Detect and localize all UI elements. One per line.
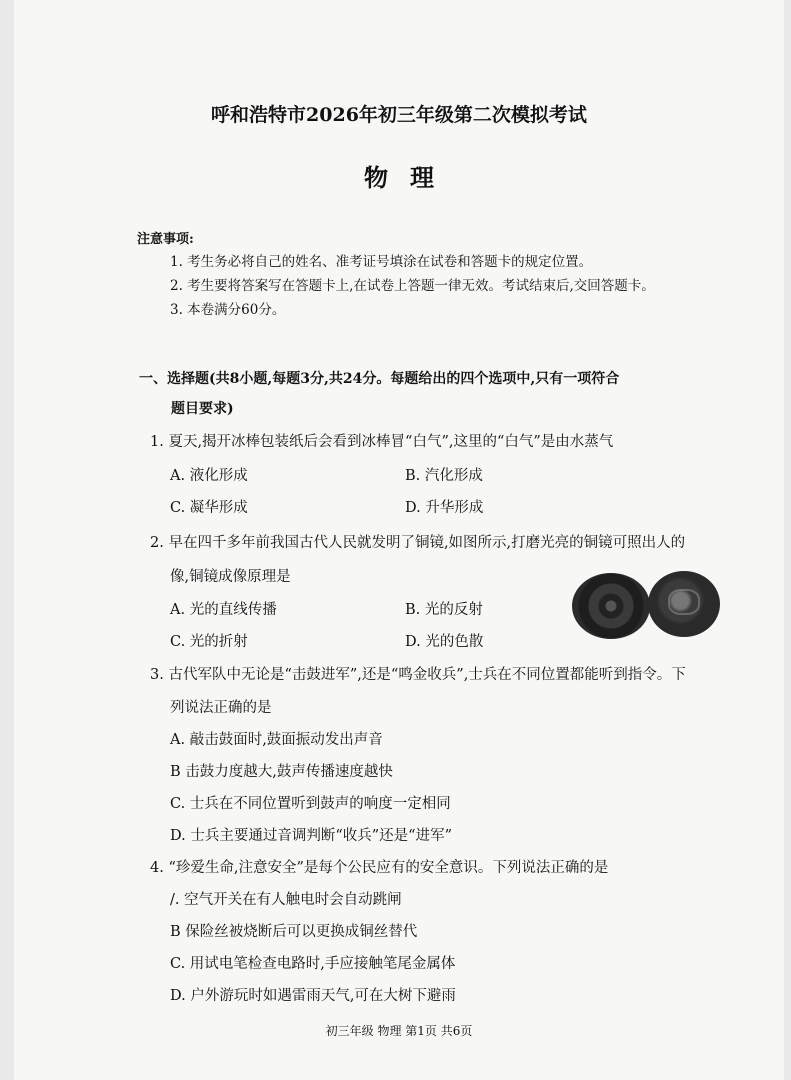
option-1b: B. 汽化形成	[405, 468, 483, 484]
option-2b: B. 光的反射	[405, 602, 483, 618]
option-4c: C. 用试电笔检查电路时,手应接触笔尾金属体	[170, 956, 456, 972]
question-4-stem: 4. “珍爱生命,注意安全”是每个公民应有的安全意识。下列说法正确的是	[150, 860, 609, 876]
question-2-stem-cont: 像,铜镜成像原理是	[170, 569, 291, 585]
option-1c: C. 凝华形成	[170, 500, 248, 516]
option-2d: D. 光的色散	[405, 634, 484, 650]
question-3-stem-cont: 列说法正确的是	[170, 700, 272, 716]
option-1a: A. 液化形成	[170, 468, 248, 484]
notice-heading: 注意事项:	[137, 232, 194, 247]
notice-item: 3. 本卷满分60分。	[170, 302, 286, 318]
option-4d: D. 户外游玩时如遇雷雨天气,可在大树下避雨	[170, 988, 456, 1004]
bronze-mirror-back-image	[572, 573, 650, 639]
notice-item: 1. 考生务必将自己的姓名、准考证号填涂在试卷和答题卡的规定位置。	[170, 254, 593, 270]
option-1d: D. 升华形成	[405, 500, 484, 516]
exam-title: 呼和浩特市2026年初三年级第二次模拟考试	[211, 104, 587, 126]
page-footer: 初三年级 物理 第1页 共6页	[325, 1024, 473, 1038]
section-heading-cont: 题目要求)	[171, 401, 234, 417]
exam-paper	[14, 0, 784, 1080]
option-3d: D. 士兵主要通过音调判断“收兵”还是“进军”	[170, 828, 452, 844]
option-4a: /. 空气开关在有人触电时会自动跳闸	[170, 892, 402, 908]
subject-title: 物理	[364, 163, 456, 192]
option-4b: B 保险丝被烧断后可以更换成铜丝替代	[170, 924, 418, 940]
option-3a: A. 敲击鼓面时,鼓面振动发出声音	[170, 732, 383, 748]
question-1-stem: 1. 夏天,揭开冰棒包装纸后会看到冰棒冒“白气”,这里的“白气”是由水蒸气	[150, 434, 614, 450]
option-3c: C. 士兵在不同位置听到鼓声的响度一定相同	[170, 796, 451, 812]
option-2a: A. 光的直线传播	[170, 602, 277, 618]
question-3-stem: 3. 古代军队中无论是“击鼓进军”,还是“鸣金收兵”,士兵在不同位置都能听到指令。下	[150, 667, 686, 683]
bronze-mirror-front-image	[648, 571, 720, 637]
option-3b: B 击鼓力度越大,鼓声传播速度越快	[170, 764, 393, 780]
question-2-stem: 2. 早在四千多年前我国古代人民就发明了铜镜,如图所示,打磨光亮的铜镜可照出人的	[150, 535, 686, 551]
notice-item: 2. 考生要将答案写在答题卡上,在试卷上答题一律无效。考试结束后,交回答题卡。	[170, 278, 655, 294]
section-heading: 一、选择题(共8小题,每题3分,共24分。每题给出的四个选项中,只有一项符合	[139, 371, 620, 387]
option-2c: C. 光的折射	[170, 634, 248, 650]
